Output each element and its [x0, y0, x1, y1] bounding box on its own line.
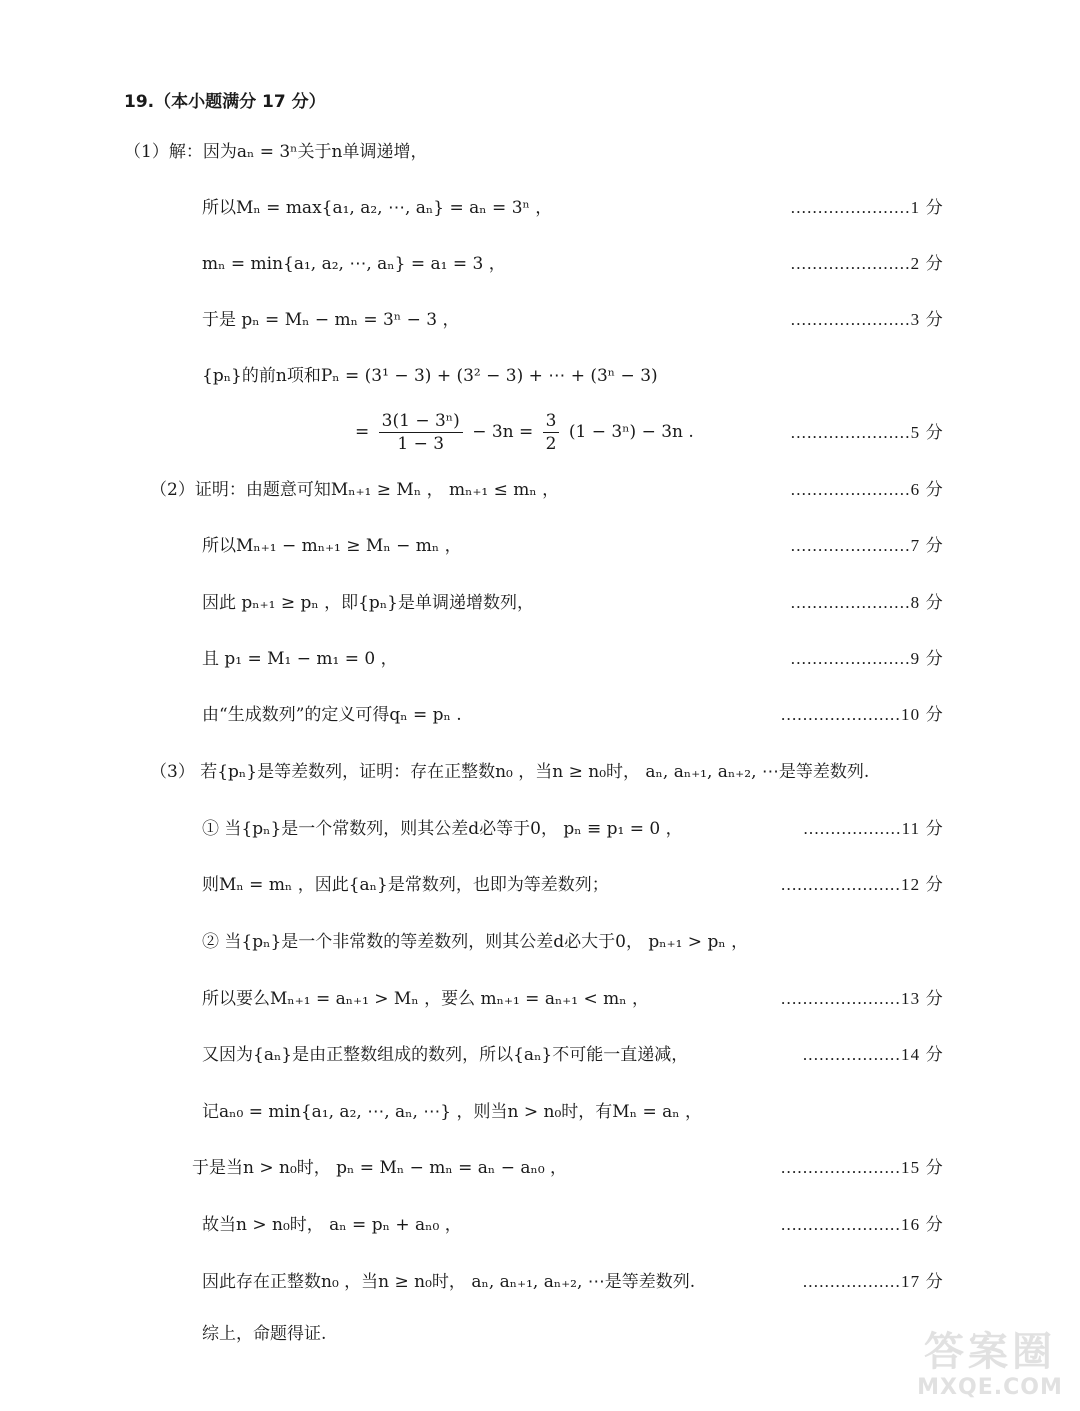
sum-definition: {pₙ}的前n项和Pₙ = (3¹ − 3) + (3² − 3) + ⋯ + (3ⁿ − 3): [202, 366, 658, 386]
fraction-1-denominator: 1 − 3: [397, 434, 445, 454]
step-14-points: ..................14 分: [802, 1045, 944, 1064]
sum-middle: − 3n =: [472, 422, 534, 442]
step-15-text: 于是当n > n₀时， pₙ = Mₙ − mₙ = aₙ − aₙ₀ ，: [192, 1158, 568, 1178]
fraction-2-denominator: 2: [545, 434, 557, 454]
step-3-text: 于是 pₙ = Mₙ − mₙ = 3ⁿ − 3 ，: [202, 310, 460, 330]
step-11-text: ① 当{pₙ}是一个常数列，则其公差d必等于0， pₙ ≡ p₁ = 0 ，: [202, 819, 683, 839]
step-16-text: 故当n > n₀时， aₙ = pₙ + aₙ₀ ，: [202, 1215, 462, 1235]
fraction-1: [379, 410, 463, 455]
step-11-points: ..................11 分: [803, 819, 944, 838]
step-17-text: 因此存在正整数n₀ ，当n ≥ n₀时， aₙ, aₙ₊₁, aₙ₊₂, ⋯是等差数列.: [202, 1272, 696, 1292]
part2-intro: （2）证明：由题意可知Mₙ₊₁ ≥ Mₙ ， mₙ₊₁ ≤ mₙ ，: [150, 480, 560, 500]
step-15-points: ......................15 分: [781, 1158, 944, 1177]
sum-eq-sign: =: [355, 422, 370, 442]
step-10-points: ......................10 分: [781, 705, 944, 724]
min-definition: 记aₙ₀ = min{a₁, a₂, ⋯, aₙ, ⋯} ，则当n > n₀时，有Mₙ = aₙ ，: [202, 1102, 702, 1122]
step-6-points: ......................6 分: [790, 480, 944, 499]
step-13-points: ......................13 分: [781, 989, 944, 1008]
fraction-1-numerator: 3(1 − 3ⁿ): [379, 410, 463, 433]
fraction-2: [543, 410, 560, 455]
step-1-points: ......................1 分: [790, 198, 944, 217]
step-16-points: ......................16 分: [781, 1215, 944, 1234]
sum-tail: (1 − 3ⁿ) − 3n .: [568, 422, 694, 442]
step-13-text: 所以要么Mₙ₊₁ = aₙ₊₁ > Mₙ ，要么 mₙ₊₁ = aₙ₊₁ < mₙ ，: [202, 989, 650, 1009]
step-3-points: ......................3 分: [790, 310, 944, 329]
step-8-points: ......................8 分: [790, 593, 944, 612]
step-17-points: ..................17 分: [802, 1272, 944, 1291]
step-5-points: ......................5 分: [790, 423, 944, 442]
step-9-text: 且 p₁ = M₁ − m₁ = 0 ，: [202, 649, 398, 669]
conclusion: 综上，命题得证.: [202, 1324, 327, 1344]
part3-intro: （3） 若{pₙ}是等差数列，证明：存在正整数n₀ ，当n ≥ n₀时， aₙ, aₙ₊₁, aₙ₊₂, ⋯是等差数列.: [150, 762, 870, 782]
step-7-text: 所以Mₙ₊₁ − mₙ₊₁ ≥ Mₙ − mₙ ，: [202, 536, 462, 556]
step-2-text: mₙ = min{a₁, a₂, ⋯, aₙ} = a₁ = 3 ，: [202, 254, 506, 274]
step-14-text: 又因为{aₙ}是由正整数组成的数列，所以{aₙ}不可能一直递减，: [202, 1045, 689, 1065]
step-9-points: ......................9 分: [790, 649, 944, 668]
watermark-logo: [910, 1329, 1070, 1405]
sum-result: [355, 408, 694, 456]
step-8-text: 因此 pₙ₊₁ ≥ pₙ ，即{pₙ}是单调递增数列，: [202, 593, 534, 613]
step-10-text: 由“生成数列”的定义可得qₙ = pₙ .: [202, 705, 462, 725]
step-7-points: ......................7 分: [790, 536, 944, 555]
part1-intro: （1）解：因为aₙ = 3ⁿ关于n单调递增，: [124, 142, 428, 162]
watermark-top: 答案圈: [924, 1329, 1056, 1375]
fraction-2-numerator: 3: [543, 410, 560, 433]
step-12-text: 则Mₙ = mₙ ，因此{aₙ}是常数列，也即为等差数列；: [202, 875, 609, 895]
step-12-points: ......................12 分: [781, 875, 944, 894]
watermark-bottom: MXQE.COM: [917, 1375, 1063, 1400]
case-2-text: ② 当{pₙ}是一个非常数的等差数列，则其公差d必大于0， pₙ₊₁ > pₙ ，: [202, 932, 749, 952]
step-2-points: ......................2 分: [790, 254, 944, 273]
problem-title: 19.（本小题满分 17 分）: [124, 92, 326, 112]
step-1-text: 所以Mₙ = max{a₁, a₂, ⋯, aₙ} = aₙ = 3ⁿ ，: [202, 198, 553, 218]
